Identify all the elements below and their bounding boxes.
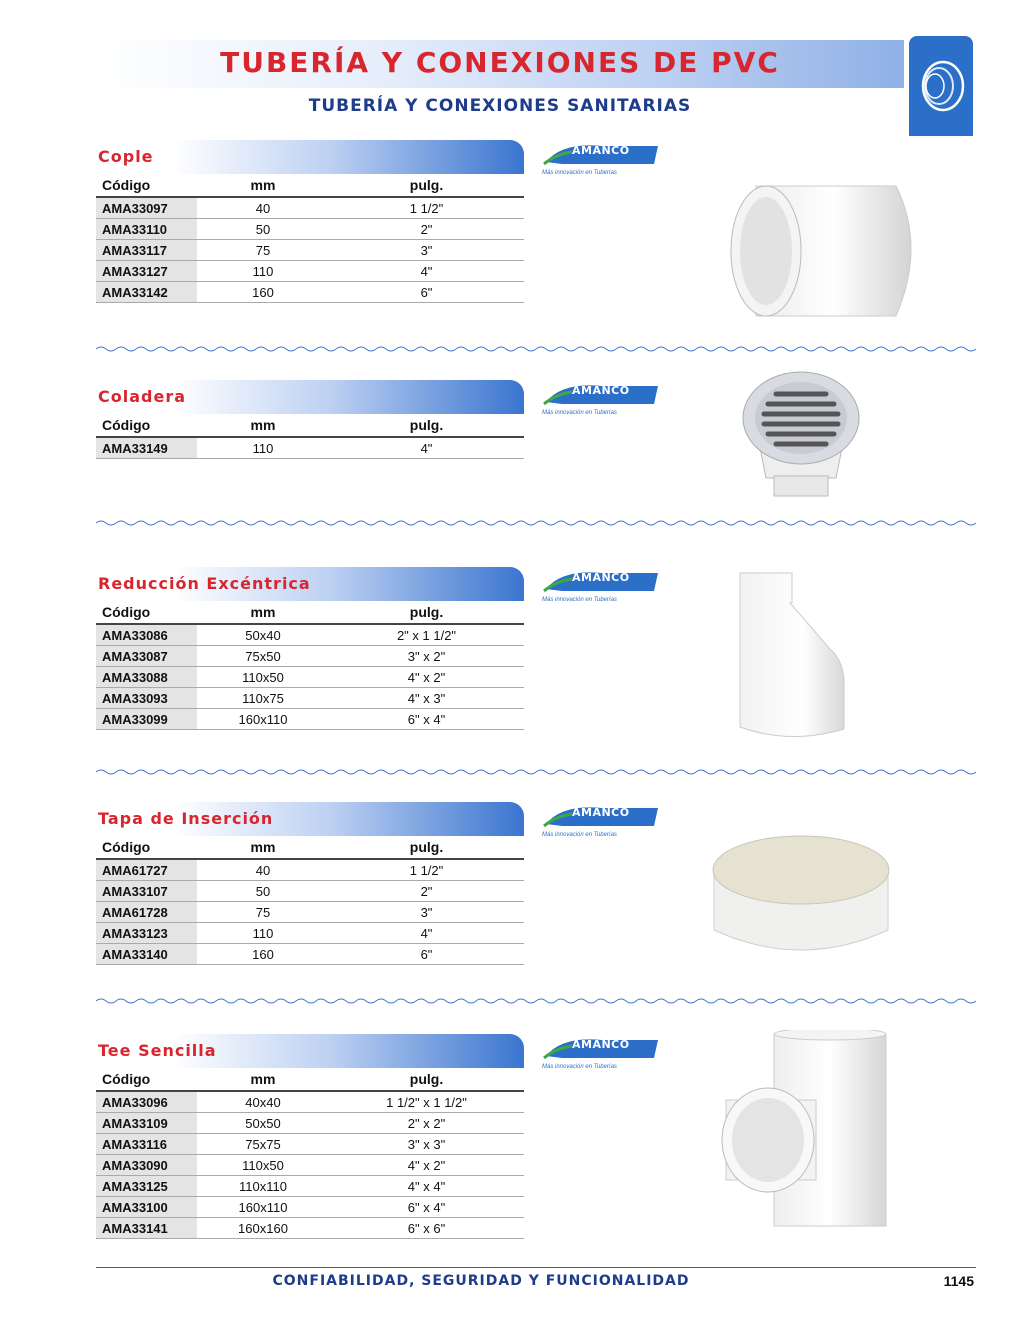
product-code: AMA33110	[96, 219, 197, 240]
size-pulg: 4"	[323, 923, 524, 944]
product-code: AMA33141	[96, 1218, 197, 1239]
section-divider	[96, 768, 976, 776]
table-row	[96, 624, 524, 646]
product-code: AMA33149	[96, 437, 197, 459]
table-row	[96, 1218, 524, 1239]
floor-drain-image	[736, 368, 866, 508]
size-pulg: 6" x 4"	[323, 709, 524, 730]
brand-tagline: Más innovación en Tuberías	[542, 597, 617, 603]
section-divider	[96, 345, 976, 353]
size-pulg: 2"	[323, 219, 524, 240]
size-mm: 75	[197, 240, 323, 261]
spec-table	[96, 836, 524, 965]
product-code: AMA33090	[96, 1155, 197, 1176]
size-mm: 50	[197, 881, 323, 902]
col-mm: mm	[197, 836, 323, 859]
size-pulg: 4" x 3"	[323, 688, 524, 709]
table-row	[96, 240, 524, 261]
brand-name: AMANCO	[572, 144, 630, 157]
col-mm: mm	[197, 1068, 323, 1091]
product-code: AMA33109	[96, 1113, 197, 1134]
size-pulg: 4"	[323, 437, 524, 459]
amanco-logo	[542, 140, 662, 180]
footer-slogan: CONFIABILIDAD, SEGURIDAD Y FUNCIONALIDAD	[272, 1273, 690, 1289]
size-pulg: 4" x 2"	[323, 1155, 524, 1176]
table-row	[96, 667, 524, 688]
product-code: AMA33127	[96, 261, 197, 282]
table-row	[96, 1134, 524, 1155]
table-row	[96, 1113, 524, 1134]
size-pulg: 3" x 2"	[323, 646, 524, 667]
col-mm: mm	[197, 601, 323, 624]
size-pulg: 4"	[323, 261, 524, 282]
amanco-logo	[542, 802, 662, 842]
table-row	[96, 944, 524, 965]
size-pulg: 2" x 2"	[323, 1113, 524, 1134]
size-mm: 75x75	[197, 1134, 323, 1155]
brand-name: AMANCO	[572, 571, 630, 584]
insertion-cap-image	[706, 830, 896, 965]
section-tee	[96, 1034, 976, 1239]
col-code: Código	[96, 174, 197, 197]
size-mm: 110x50	[197, 667, 323, 688]
col-mm: mm	[197, 174, 323, 197]
product-code: AMA33087	[96, 646, 197, 667]
eccentric-reducer-image	[730, 569, 890, 749]
size-mm: 110x75	[197, 688, 323, 709]
product-code: AMA33117	[96, 240, 197, 261]
table-row	[96, 197, 524, 219]
table-row	[96, 219, 524, 240]
size-pulg: 1 1/2"	[323, 859, 524, 881]
page-subtitle: TUBERÍA Y CONEXIONES SANITARIAS	[308, 96, 692, 116]
section-reduccion	[96, 567, 976, 730]
size-mm: 40	[197, 859, 323, 881]
table-row	[96, 881, 524, 902]
product-code: AMA61727	[96, 859, 197, 881]
size-mm: 110	[197, 437, 323, 459]
table-row	[96, 1091, 524, 1113]
size-pulg: 6"	[323, 944, 524, 965]
size-pulg: 3"	[323, 240, 524, 261]
col-code: Código	[96, 601, 197, 624]
section-cople	[96, 140, 976, 303]
section-coladera	[96, 380, 976, 459]
size-pulg: 6" x 6"	[323, 1218, 524, 1239]
amanco-logo	[542, 380, 662, 420]
table-row	[96, 1197, 524, 1218]
table-row	[96, 709, 524, 730]
size-mm: 160	[197, 944, 323, 965]
amanco-logo	[542, 1034, 662, 1074]
section-header	[96, 802, 524, 836]
product-code: AMA33097	[96, 197, 197, 219]
product-code: AMA33107	[96, 881, 197, 902]
product-code: AMA33093	[96, 688, 197, 709]
table-row	[96, 688, 524, 709]
table-row	[96, 923, 524, 944]
table-row	[96, 282, 524, 303]
spec-table	[96, 601, 524, 730]
col-pulg: pulg.	[323, 174, 524, 197]
brand-name: AMANCO	[572, 384, 630, 397]
section-title: Tee Sencilla	[98, 1041, 217, 1060]
product-code: AMA33100	[96, 1197, 197, 1218]
page-title: TUBERÍA Y CONEXIONES DE PVC	[220, 46, 780, 79]
product-code: AMA33116	[96, 1134, 197, 1155]
section-divider	[96, 997, 976, 1005]
size-pulg: 1 1/2"	[323, 197, 524, 219]
product-code: AMA33142	[96, 282, 197, 303]
size-mm: 75	[197, 902, 323, 923]
product-code: AMA33086	[96, 624, 197, 646]
size-pulg: 4" x 4"	[323, 1176, 524, 1197]
product-code: AMA33096	[96, 1091, 197, 1113]
product-code: AMA33140	[96, 944, 197, 965]
brand-tagline: Más innovación en Tuberías	[542, 832, 617, 838]
size-mm: 50x40	[197, 624, 323, 646]
col-pulg: pulg.	[323, 414, 524, 437]
size-mm: 160	[197, 282, 323, 303]
col-pulg: pulg.	[323, 1068, 524, 1091]
size-mm: 50x50	[197, 1113, 323, 1134]
table-row	[96, 859, 524, 881]
col-code: Código	[96, 414, 197, 437]
product-code: AMA33099	[96, 709, 197, 730]
section-header	[96, 140, 524, 174]
page-number: 1145	[943, 1273, 974, 1289]
size-mm: 75x50	[197, 646, 323, 667]
size-mm: 110x110	[197, 1176, 323, 1197]
size-mm: 110	[197, 261, 323, 282]
table-row	[96, 902, 524, 923]
pipe-coupling-icon	[909, 36, 973, 136]
product-code: AMA33125	[96, 1176, 197, 1197]
section-divider	[96, 519, 976, 527]
size-mm: 160x110	[197, 1197, 323, 1218]
tee-fitting-image	[716, 1030, 916, 1230]
section-tapa	[96, 802, 976, 965]
section-title: Tapa de Inserción	[98, 809, 274, 828]
size-pulg: 3" x 3"	[323, 1134, 524, 1155]
col-pulg: pulg.	[323, 836, 524, 859]
section-title: Reducción Excéntrica	[98, 574, 311, 593]
size-mm: 110x50	[197, 1155, 323, 1176]
size-mm: 160x160	[197, 1218, 323, 1239]
size-mm: 40	[197, 197, 323, 219]
section-header	[96, 567, 524, 601]
brand-name: AMANCO	[572, 1038, 630, 1051]
size-pulg: 2"	[323, 881, 524, 902]
product-code: AMA33123	[96, 923, 197, 944]
section-header	[96, 1034, 524, 1068]
section-title: Coladera	[98, 387, 187, 406]
size-pulg: 2" x 1 1/2"	[323, 624, 524, 646]
size-pulg: 3"	[323, 902, 524, 923]
spec-table	[96, 1068, 524, 1239]
product-code: AMA33088	[96, 667, 197, 688]
product-code: AMA61728	[96, 902, 197, 923]
col-code: Código	[96, 836, 197, 859]
spec-table	[96, 414, 524, 459]
col-mm: mm	[197, 414, 323, 437]
size-pulg: 6"	[323, 282, 524, 303]
col-code: Código	[96, 1068, 197, 1091]
table-row	[96, 646, 524, 667]
col-pulg: pulg.	[323, 601, 524, 624]
brand-name: AMANCO	[572, 806, 630, 819]
brand-tagline: Más innovación en Tuberías	[542, 170, 617, 176]
section-title: Cople	[98, 147, 154, 166]
table-row	[96, 261, 524, 282]
spec-table	[96, 174, 524, 303]
brand-tagline: Más innovación en Tuberías	[542, 1064, 617, 1070]
section-header	[96, 380, 524, 414]
brand-tagline: Más innovación en Tuberías	[542, 410, 617, 416]
coupling-image	[706, 166, 946, 336]
table-row	[96, 1176, 524, 1197]
size-mm: 40x40	[197, 1091, 323, 1113]
size-pulg: 4" x 2"	[323, 667, 524, 688]
size-mm: 50	[197, 219, 323, 240]
size-mm: 110	[197, 923, 323, 944]
size-pulg: 6" x 4"	[323, 1197, 524, 1218]
footer-rule	[96, 1267, 976, 1268]
amanco-logo	[542, 567, 662, 607]
size-pulg: 1 1/2" x 1 1/2"	[323, 1091, 524, 1113]
table-row	[96, 1155, 524, 1176]
table-row	[96, 437, 524, 459]
size-mm: 160x110	[197, 709, 323, 730]
